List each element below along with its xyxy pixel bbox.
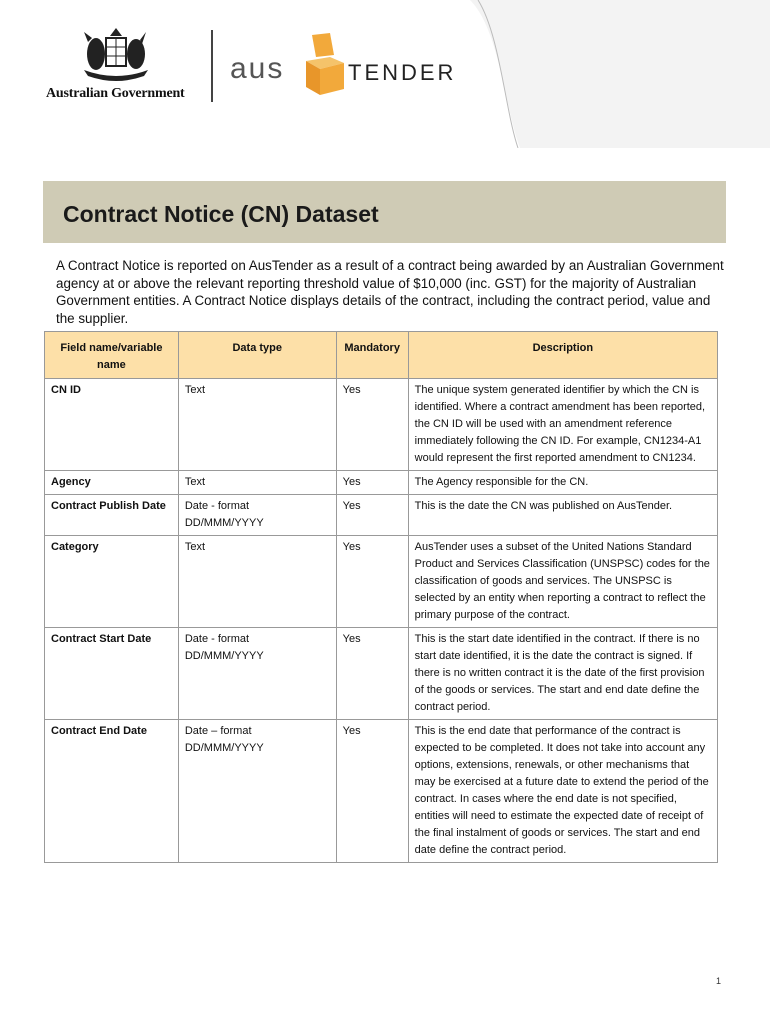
mandatory-cell: Yes xyxy=(336,379,408,471)
coat-of-arms-icon xyxy=(74,24,158,88)
mandatory-cell: Yes xyxy=(336,495,408,536)
title-band xyxy=(43,181,726,243)
mandatory-cell: Yes xyxy=(336,628,408,720)
data-type-cell: Text xyxy=(178,379,336,471)
ballot-box-icon xyxy=(304,33,346,97)
description-cell: This is the date the CN was published on AusTender. xyxy=(408,495,717,536)
logo-aus-text: aus xyxy=(230,52,285,85)
mandatory-cell: Yes xyxy=(336,536,408,628)
description-cell: The Agency responsible for the CN. xyxy=(408,471,717,495)
table-row xyxy=(45,379,718,471)
description-cell: This is the start date identified in the contract. If there is no start date identified, it is the date the contract is signed. If there is no written contract it is the date of the first provision of the goods or services. The start and end date define the contract period. xyxy=(408,628,717,720)
data-type-cell: Text xyxy=(178,471,336,495)
page-number: 1 xyxy=(716,976,722,986)
data-type-cell: Date - format DD/MMM/YYYY xyxy=(178,628,336,720)
description-cell: The unique system generated identifier by which the CN is identified. Where a contract amendment has been reported, the CN ID will be used with an amendment reference immediately following the CN ID. For example, CN1234-A1 would represent the first reported amendment to CN1234. xyxy=(408,379,717,471)
header-field-name: Field name/variable name xyxy=(45,332,179,379)
table-header-row xyxy=(45,332,718,379)
table-row xyxy=(45,536,718,628)
description-cell: AusTender uses a subset of the United Nations Standard Product and Services Classification (UNSPSC) codes for the classification of goods and services. The UNSPSC is selected by an entity when reporting a contract to reflect the primary purpose of the contract. xyxy=(408,536,717,628)
page-header xyxy=(0,0,770,148)
government-name: Australian Government xyxy=(46,86,185,101)
table-row xyxy=(45,495,718,536)
header-description: Description xyxy=(408,332,717,379)
table-row xyxy=(45,471,718,495)
header-data-type: Data type xyxy=(178,332,336,379)
mandatory-cell: Yes xyxy=(336,720,408,863)
dataset-table xyxy=(44,331,718,863)
logo-divider xyxy=(211,30,213,102)
header-mandatory: Mandatory xyxy=(336,332,408,379)
field-name-cell: Category xyxy=(45,536,179,628)
field-name-cell: CN ID xyxy=(45,379,179,471)
mandatory-cell: Yes xyxy=(336,471,408,495)
data-type-cell: Date - format DD/MMM/YYYY xyxy=(178,495,336,536)
data-type-cell: Text xyxy=(178,536,336,628)
field-name-cell: Contract Start Date xyxy=(45,628,179,720)
table-row xyxy=(45,628,718,720)
description-cell: This is the end date that performance of the contract is expected to be completed. It does not take into account any options, extensions, renewals, or other mechanisms that may be exercised at a future date to extend the period of the contract. In cases where the end date is not specified, entities will need to estimate the expected date of receipt of the final instalment of goods or services. The start and end date define the contract period. xyxy=(408,720,717,863)
intro-paragraph: A Contract Notice is reported on AusTender as a result of a contract being awarded by an Australian Government agency at or above the relevant reporting threshold value of $10,000 (inc. GST) for the majority of Australian Government entities. A Contract Notice displays details of the contract, including the contract period, value and the supplier. xyxy=(56,258,724,326)
table-row xyxy=(45,720,718,863)
page-title: Contract Notice (CN) Dataset xyxy=(63,201,379,227)
field-name-cell: Agency xyxy=(45,471,179,495)
field-name-cell: Contract End Date xyxy=(45,720,179,863)
data-type-cell: Date – format DD/MMM/YYYY xyxy=(178,720,336,863)
field-name-cell: Contract Publish Date xyxy=(45,495,179,536)
logo-tender-text: TENDER xyxy=(348,60,457,85)
